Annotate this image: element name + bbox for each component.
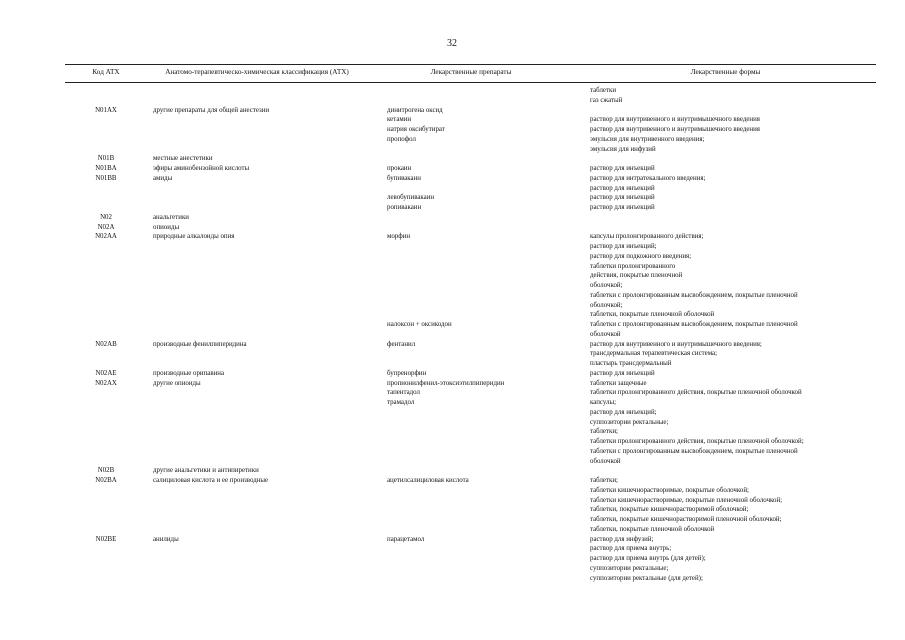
table-row — [65, 301, 876, 311]
table-row — [65, 271, 876, 281]
drug-cell: фентанил — [387, 340, 416, 348]
table-row — [65, 291, 876, 301]
table-row — [65, 535, 876, 545]
form-cell: газ сжатый — [590, 96, 623, 104]
table-row — [65, 369, 876, 379]
form-cell: раствор для приема внутрь; — [590, 545, 672, 553]
table-row — [65, 223, 876, 233]
atx-cell: анальгетики — [153, 213, 189, 221]
form-cell: раствор для внутривенного и внутримышечного введения — [590, 126, 760, 133]
table-row — [65, 505, 876, 515]
code-cell: N01B — [97, 155, 115, 163]
drug-cell: трамадол — [387, 399, 415, 406]
form-cell: таблетки защечные — [590, 379, 647, 387]
table-row — [65, 125, 876, 135]
atx-cell: другие опиоиды — [153, 379, 201, 387]
table-row — [65, 574, 876, 584]
form-cell: таблетки; — [590, 477, 618, 484]
code-cell: N01BB — [95, 174, 117, 182]
table-row — [65, 525, 876, 535]
form-cell: раствор для инъекций — [590, 165, 655, 172]
table-row — [65, 252, 876, 262]
drug-cell: натрия оксибутират — [387, 126, 445, 133]
form-cell: раствор для инъекций — [590, 194, 655, 202]
form-cell: таблетки, покрытые кишечнорастворимой пленочной оболочкой; — [590, 516, 782, 523]
table-row — [65, 447, 876, 457]
form-cell: раствор для инъекций; — [590, 243, 657, 250]
table-row — [65, 281, 876, 291]
header-drugs: Лекарственные препараты — [430, 68, 512, 76]
table-row — [65, 213, 876, 223]
drug-cell: бупивакаин — [387, 174, 421, 182]
form-cell: капсулы пролонгированного действия; — [590, 233, 704, 241]
table-row — [65, 457, 876, 467]
table-row — [65, 496, 876, 506]
drug-cell: ацетилсалициловая кислота — [387, 477, 469, 484]
drug-cell: ропивакаин — [387, 204, 422, 211]
table-row — [65, 486, 876, 496]
table-row — [65, 203, 876, 213]
table-row — [65, 184, 876, 194]
form-cell: таблетки кишечнорастворимые, покрытые оболочкой; — [590, 486, 749, 494]
drug-cell: левобупивакаин — [387, 194, 435, 202]
atx-cell: местные анестетики — [153, 155, 213, 163]
form-cell: таблетки с пролонгированным высвобождением, покрытые пленочной — [590, 447, 798, 455]
table-row — [65, 145, 876, 155]
atx-cell: анилиды — [153, 535, 179, 543]
form-cell: таблетки пролонгированного действия, покрытые пленочной оболочкой; — [590, 438, 804, 445]
drug-cell: бупренорфин — [387, 369, 427, 377]
page-number: 32 — [447, 38, 457, 49]
table-row — [65, 379, 876, 389]
drug-cell: тапентадол — [387, 389, 420, 397]
atx-cell: другие препараты для общей анестезии — [153, 106, 270, 114]
form-cell: эмульсия для инфузий — [590, 145, 656, 153]
atx-cell: эфиры аминобензойной кислоты — [153, 165, 250, 172]
atx-cell: производные фенилпиперидина — [153, 340, 247, 348]
table-row — [65, 174, 876, 184]
atx-cell: производные орипавина — [153, 369, 225, 377]
code-cell: N02A — [97, 223, 115, 231]
form-cell: таблетки, покрытые пленочной оболочкой — [590, 311, 715, 319]
drug-cell: парацетамол — [387, 535, 425, 543]
table-row — [65, 86, 876, 96]
code-cell: N02AX — [95, 379, 117, 387]
form-cell: капсулы; — [590, 399, 616, 406]
atx-cell: амиды — [153, 174, 173, 182]
table-header — [65, 64, 876, 83]
form-cell: раствор для внутривенного и внутримышечного введения; — [590, 340, 762, 348]
table-row — [65, 554, 876, 564]
form-cell: таблетки — [590, 87, 617, 94]
form-cell: раствор для инъекций; — [590, 408, 657, 416]
table-row — [65, 96, 876, 106]
code-cell: N02AE — [95, 369, 117, 377]
form-cell: суппозитории ректальные; — [590, 418, 669, 426]
table-row — [65, 408, 876, 418]
drug-cell: пропионилфенил-этоксиэтилпиперидин — [387, 379, 505, 387]
table-row — [65, 232, 876, 242]
form-cell: таблетки пролонгированного — [590, 262, 676, 270]
form-cell: оболочкой — [590, 457, 621, 465]
form-cell: раствор для внутривенного и внутримышечного введения — [590, 116, 760, 124]
table-row — [65, 515, 876, 525]
form-cell: раствор для инъекций — [590, 204, 655, 211]
drug-cell: динитрогена оксид — [387, 106, 443, 114]
form-cell: раствор для инъекций — [590, 369, 655, 377]
drug-cell: налоксон + оксикодон — [387, 321, 452, 328]
form-cell: раствор для интратекального введения; — [590, 174, 706, 182]
table-row — [65, 349, 876, 359]
atx-cell: природные алкалоиды опия — [153, 233, 235, 241]
table-row — [65, 544, 876, 554]
table-row — [65, 330, 876, 340]
atx-cell: другие анальгетики и антипиретики — [153, 467, 259, 475]
form-cell: суппозитории ректальные (для детей); — [590, 574, 703, 582]
form-cell: оболочкой; — [590, 282, 623, 289]
table-row — [65, 359, 876, 369]
atx-table — [65, 64, 876, 589]
form-cell: таблетки, покрытые кишечнорастворимой оболочкой; — [590, 506, 749, 514]
header-atx: Анатомо-терапевтическо-химическая классификация (АТХ) — [165, 68, 349, 76]
table-row — [65, 476, 876, 486]
drug-cell: пропофол — [387, 135, 416, 143]
code-cell: N02B — [97, 467, 115, 475]
code-cell: N02AA — [95, 233, 117, 241]
code-cell: N01AX — [95, 106, 117, 114]
table-row — [65, 262, 876, 272]
code-cell: N02BE — [95, 535, 117, 543]
form-cell: таблетки с пролонгированным высвобождением, покрытые пленочной — [590, 321, 798, 328]
form-cell: пластырь трансдермальный — [590, 360, 672, 367]
form-cell: таблетки с пролонгированным высвобождением, покрытые пленочной — [590, 291, 798, 299]
table-row — [65, 466, 876, 476]
drug-cell: прокаин — [387, 165, 412, 172]
code-cell: N02 — [100, 213, 112, 221]
form-cell: суппозитории ректальные; — [590, 564, 669, 572]
code-cell: N01BA — [95, 165, 117, 172]
form-cell: раствор для приема внутрь (для детей); — [590, 555, 706, 562]
table-row — [65, 398, 876, 408]
table-row — [65, 106, 876, 116]
table-row — [65, 320, 876, 330]
drug-cell: кетамин — [387, 116, 412, 124]
form-cell: раствор для инъекций — [590, 184, 655, 192]
table-row — [65, 154, 876, 164]
table-body — [65, 86, 876, 589]
code-cell: N02BA — [95, 477, 117, 484]
table-row — [65, 115, 876, 125]
form-cell: раствор для подкожного введения; — [590, 252, 692, 260]
table-row — [65, 164, 876, 174]
code-cell: N02AB — [95, 340, 117, 348]
header-code: Код ATX — [92, 68, 120, 76]
header-forms: Лекарственные формы — [690, 68, 761, 76]
form-cell: оболочкой; — [590, 301, 623, 309]
table-row — [65, 388, 876, 398]
table-row — [65, 193, 876, 203]
table-row — [65, 135, 876, 145]
table-row — [65, 427, 876, 437]
table-row — [65, 564, 876, 574]
form-cell: эмульсия для внутривенного введения; — [590, 135, 705, 143]
atx-cell: салициловая кислота и ее производные — [153, 477, 269, 484]
form-cell: трансдермальная терапевтическая система; — [590, 350, 718, 358]
table-row — [65, 340, 876, 350]
table-row — [65, 437, 876, 447]
form-cell: таблетки пролонгированного действия, покрытые пленочной оболочкой — [590, 389, 802, 397]
form-cell: раствор для инфузий; — [590, 535, 654, 543]
table-row — [65, 310, 876, 320]
form-cell: таблетки кишечнорастворимые, покрытые пленочной оболочкой; — [590, 496, 783, 504]
form-cell: таблетки; — [590, 428, 618, 436]
table-row — [65, 242, 876, 252]
atx-cell: опиоиды — [153, 223, 180, 231]
table-row — [65, 418, 876, 428]
form-cell: таблетки, покрытые пленочной оболочкой — [590, 525, 715, 533]
form-cell: действия, покрытые пленочной — [590, 272, 683, 280]
form-cell: оболочкой — [590, 330, 621, 338]
drug-cell: морфин — [387, 233, 411, 241]
